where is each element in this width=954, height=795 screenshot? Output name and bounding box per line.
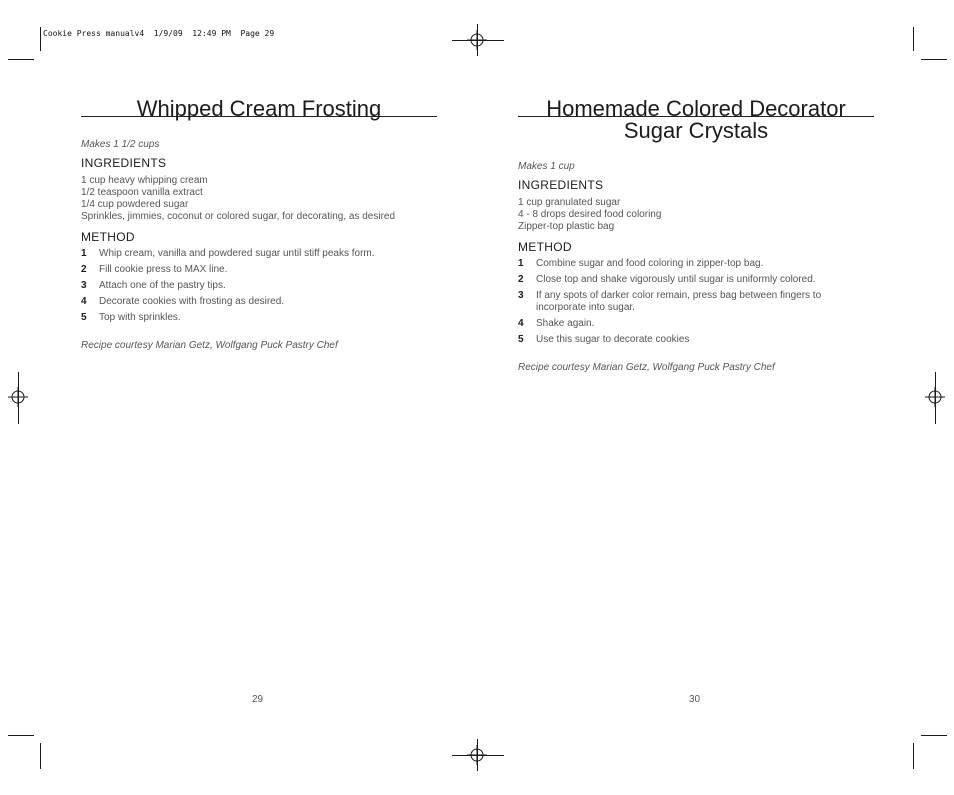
step-number: 2 — [518, 274, 524, 285]
step-number: 3 — [518, 290, 524, 301]
crop-mark — [921, 735, 947, 736]
ingredient-item: 1 cup heavy whipping cream — [81, 175, 208, 186]
ingredient-item: Sprinkles, jimmies, coconut or colored sugar, for decorating, as desired — [81, 211, 396, 222]
step-text: Top with sprinkles. — [99, 312, 181, 323]
method-heading: METHOD — [81, 230, 135, 244]
ingredient-item: 4 - 8 drops desired food coloring — [518, 209, 662, 220]
step-text: Whip cream, vanilla and powdered sugar until stiff peaks form. — [99, 248, 375, 259]
step-text: Decorate cookies with frosting as desired. — [99, 296, 285, 307]
step-text: Combine sugar and food coloring in zipper-top bag. — [536, 258, 764, 269]
step-number: 4 — [518, 318, 524, 329]
recipe-title-line-2: Sugar Crystals — [623, 118, 769, 143]
ingredients-list — [518, 197, 661, 233]
registration-line — [935, 372, 936, 424]
step-text: Shake again. — [536, 318, 595, 329]
recipe-yield: Makes 1 cup — [518, 161, 575, 172]
registration-line — [477, 739, 478, 771]
step-text-continued: incorporate into sugar. — [536, 302, 635, 313]
crop-mark — [8, 735, 34, 736]
step-text: Fill cookie press to MAX line. — [99, 264, 228, 275]
registration-line — [452, 755, 504, 756]
ingredients-heading: INGREDIENTS — [81, 156, 167, 170]
ingredient-item: Zipper-top plastic bag — [518, 221, 615, 232]
recipe-title-line-1: Homemade Colored Decorator — [546, 96, 846, 121]
step-number: 1 — [518, 258, 524, 269]
ingredients-heading: INGREDIENTS — [518, 178, 604, 192]
step-number: 4 — [81, 296, 87, 307]
crop-mark — [921, 59, 947, 60]
step-text: Use this sugar to decorate cookies — [536, 334, 690, 345]
ingredient-item: 1/4 cup powdered sugar — [81, 199, 189, 210]
printer-slug-line: Cookie Press manualv4 1/9/09 12:49 PM Page 29 — [43, 29, 275, 38]
registration-line — [452, 40, 504, 41]
step-text: If any spots of darker color remain, press bag between fingers to — [536, 290, 822, 301]
ingredient-item: 1 cup granulated sugar — [518, 197, 621, 208]
step-text: Close top and shake vigorously until sugar is uniformly colored. — [536, 274, 816, 285]
recipe-yield: Makes 1 1/2 cups — [81, 139, 160, 150]
crop-mark — [8, 59, 34, 60]
step-number: 1 — [81, 248, 87, 259]
crop-mark — [913, 27, 914, 51]
recipe-credit: Recipe courtesy Marian Getz, Wolfgang Puck Pastry Chef — [518, 362, 775, 373]
crop-mark — [40, 743, 41, 769]
step-number: 3 — [81, 280, 87, 291]
step-number: 5 — [518, 334, 524, 345]
page-number: 29 — [252, 694, 264, 705]
step-text: Attach one of the pastry tips. — [99, 280, 226, 291]
registration-line — [18, 372, 19, 424]
ingredient-item: 1/2 teaspoon vanilla extract — [81, 187, 203, 198]
registration-line — [477, 24, 478, 56]
step-number: 2 — [81, 264, 87, 275]
method-heading: METHOD — [518, 240, 572, 254]
crop-mark — [913, 743, 914, 769]
step-number: 5 — [81, 312, 87, 323]
page-number: 30 — [689, 694, 701, 705]
crop-mark — [40, 27, 41, 51]
recipe-credit: Recipe courtesy Marian Getz, Wolfgang Puck Pastry Chef — [81, 340, 338, 351]
ingredients-list — [81, 175, 395, 223]
recipe-title: Whipped Cream Frosting — [136, 96, 382, 121]
